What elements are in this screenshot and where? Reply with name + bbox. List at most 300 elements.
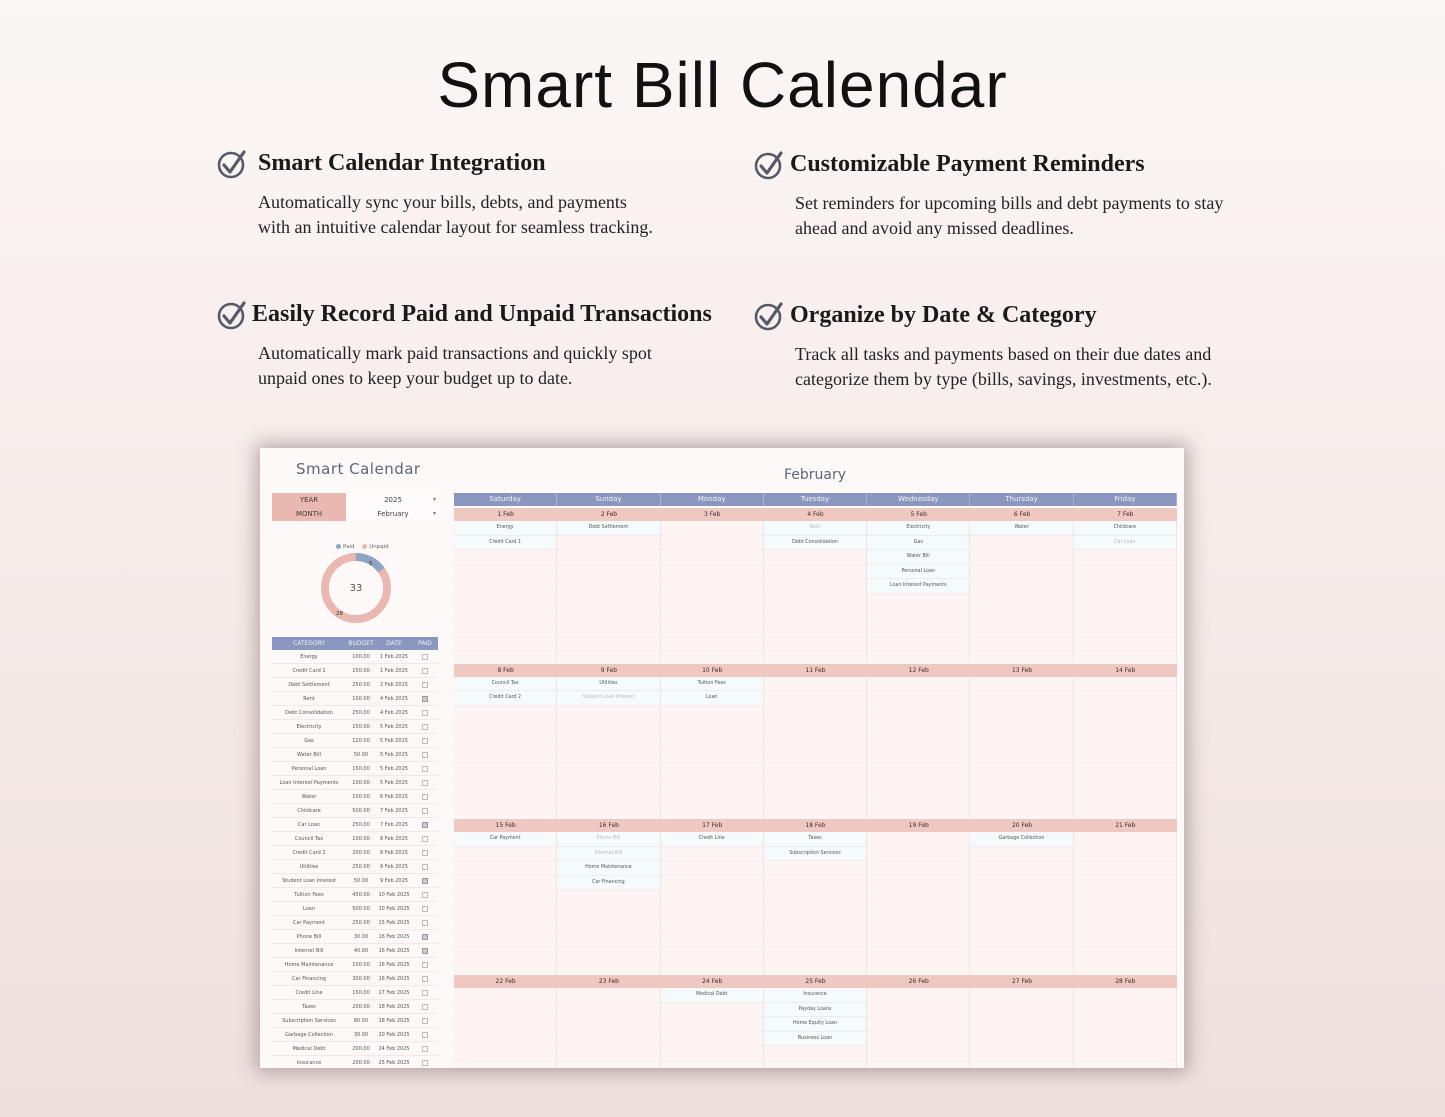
bill-entry[interactable]: Internet Bill: [557, 847, 659, 862]
paid-checkbox[interactable]: [422, 752, 428, 758]
date-cell: 10 Feb 2025: [378, 892, 410, 898]
feature-title: Customizable Payment Reminders: [790, 151, 1145, 177]
month-title: February: [783, 467, 847, 483]
category-cell: Medical Debt: [292, 1046, 326, 1052]
table-row: [272, 986, 438, 1000]
category-cell: Water Bill: [297, 752, 321, 758]
day-date: 23 Feb: [598, 978, 619, 986]
category-cell: Home Maintenance: [284, 962, 334, 968]
weekday-label: Thursday: [970, 493, 1073, 506]
calendar-week: [454, 975, 1177, 1068]
bill-entry[interactable]: Utilities: [557, 677, 659, 692]
day-date: 18 Feb: [805, 822, 826, 830]
column-header: BUDGET: [348, 640, 374, 647]
weekday-label: Tuesday: [764, 493, 867, 506]
day-cell[interactable]: [454, 521, 557, 663]
table-row: [272, 832, 438, 846]
date-cell: 18 Feb 2025: [378, 1004, 410, 1010]
bill-entry[interactable]: Council Tax: [454, 677, 556, 692]
day-cell[interactable]: [661, 832, 764, 974]
paid-cell: [412, 734, 438, 747]
day-date: 19 Feb: [908, 822, 929, 830]
bill-entry[interactable]: Credit Card 1: [454, 536, 556, 551]
paid-checkbox[interactable]: [422, 780, 428, 786]
date-cell: 5 Feb 2025: [380, 752, 408, 758]
table-row: [272, 902, 438, 916]
date-cell: 2 Feb 2025: [380, 682, 408, 688]
feature-title: Organize by Date & Category: [790, 302, 1097, 328]
day-cell[interactable]: [867, 988, 970, 1068]
day-date: 16 Feb: [598, 822, 619, 830]
day-cell[interactable]: [970, 521, 1073, 663]
paid-cell: [412, 1056, 438, 1068]
bill-entry[interactable]: Credit Card 2: [454, 691, 556, 706]
table-row: [272, 804, 438, 818]
paid-legend-dot: [336, 544, 341, 549]
paid-checkbox[interactable]: [422, 696, 428, 702]
paid-checkbox[interactable]: [422, 1060, 428, 1066]
paid-checkbox[interactable]: [422, 822, 428, 828]
day-date: 21 Feb: [1115, 822, 1136, 830]
year-value[interactable]: [346, 493, 440, 507]
paid-checkbox[interactable]: [422, 1018, 428, 1024]
table-row: [272, 720, 438, 734]
date-cell: 18 Feb 2025: [378, 1018, 410, 1024]
paid-checkbox[interactable]: [422, 654, 428, 660]
category-cell: Credit Line: [295, 990, 323, 996]
unpaid-count: 28: [336, 611, 343, 617]
date-cell: 5 Feb 2025: [380, 738, 408, 744]
paid-cell: [412, 678, 438, 691]
bill-entry[interactable]: Taxes: [764, 832, 866, 847]
month-label: MONTH: [272, 507, 346, 521]
bill-entry[interactable]: Subscription Services: [764, 847, 866, 862]
category-cell: Car Payment: [292, 920, 326, 926]
day-date: 13 Feb: [1011, 666, 1033, 674]
budget-cell: 100.00: [352, 962, 370, 968]
paid-cell: [412, 1028, 438, 1041]
day-cell[interactable]: [557, 677, 660, 819]
month-value[interactable]: [346, 507, 440, 521]
day-cell[interactable]: [867, 521, 970, 663]
date-cell: 6 Feb 2025: [380, 794, 408, 800]
category-cell: Garbage Collection: [285, 1032, 333, 1038]
weekday-label: Monday: [661, 493, 764, 506]
day-cell[interactable]: [454, 988, 557, 1068]
year-value-text: 2025: [384, 496, 402, 504]
paid-cell: [412, 1042, 438, 1055]
table-row: [272, 846, 438, 860]
paid-cell: [412, 846, 438, 859]
paid-checkbox[interactable]: [422, 976, 428, 982]
chevron-down-icon[interactable]: ▾: [432, 496, 436, 503]
bill-entry[interactable]: Electricity: [867, 521, 969, 536]
date-cell: 4 Feb 2025: [380, 696, 408, 702]
day-date: 14 Feb: [1115, 666, 1136, 674]
bill-entry[interactable]: Home Maintenance: [557, 861, 659, 876]
paid-cell: [412, 986, 438, 999]
paid-checkbox[interactable]: [422, 920, 428, 926]
feature-description-line: Automatically mark paid transactions and quickly spot: [258, 343, 652, 363]
day-date: 22 Feb: [495, 978, 516, 986]
paid-checkbox[interactable]: [422, 738, 428, 744]
category-cell: Utilities: [299, 864, 319, 870]
bill-entry[interactable]: Gas: [867, 536, 969, 551]
category-cell: Water: [301, 794, 317, 800]
table-row: [272, 916, 438, 930]
day-date: 25 Feb: [805, 978, 826, 986]
paid-cell: [412, 1014, 438, 1027]
day-cell[interactable]: [1074, 521, 1177, 663]
bill-entry[interactable]: Car Payment: [454, 832, 556, 847]
paid-cell: [412, 664, 438, 677]
category-cell: Rent: [303, 696, 315, 702]
weekday-label: Saturday: [454, 493, 557, 506]
budget-cell: 40.00: [353, 948, 369, 954]
date-row: [454, 819, 1177, 832]
paid-checkbox[interactable]: [422, 934, 428, 940]
bill-entry[interactable]: Home Equity Loan: [764, 1017, 866, 1032]
day-date: 1 Feb: [497, 511, 514, 518]
date-cell: 24 Feb 2025: [378, 1046, 410, 1052]
day-date: 15 Feb: [495, 822, 516, 830]
category-cell: Debt Consolidation: [285, 710, 333, 716]
paid-checkbox[interactable]: [422, 864, 428, 870]
paid-checkbox[interactable]: [422, 836, 428, 842]
paid-cell: [412, 944, 438, 957]
day-cell[interactable]: [661, 677, 764, 819]
day-date: 28 Feb: [1115, 978, 1136, 986]
budget-cell: 300.00: [352, 976, 370, 982]
day-cell[interactable]: [557, 832, 660, 974]
donut-total: 33: [349, 583, 363, 594]
budget-cell: 200.00: [352, 850, 370, 856]
weekday-label: Wednesday: [867, 493, 970, 506]
bill-entry[interactable]: Loan Interest Payments: [867, 579, 969, 594]
day-cell[interactable]: [764, 677, 867, 819]
day-cell[interactable]: [661, 521, 764, 663]
budget-cell: 250.00: [352, 710, 370, 716]
budget-cell: 100.00: [352, 654, 370, 660]
check-circle-icon: [217, 149, 247, 179]
budget-cell: 450.00: [352, 892, 370, 898]
day-date: 5 Feb: [910, 511, 927, 518]
month-value-text: February: [377, 510, 409, 518]
calendar-week: [454, 664, 1177, 819]
category-cell: Insurance: [296, 1060, 322, 1066]
budget-cell: 100.00: [352, 696, 370, 702]
column-header: DATE: [386, 640, 402, 647]
paid-checkbox[interactable]: [422, 766, 428, 772]
day-date: 20 Feb: [1011, 822, 1033, 830]
paid-count: 5: [369, 561, 373, 567]
day-cell[interactable]: [1074, 677, 1177, 819]
category-cell: Childcare: [297, 808, 321, 814]
day-cell[interactable]: [454, 677, 557, 819]
check-circle-icon: [217, 300, 247, 330]
date-cell: 17 Feb 2025: [378, 990, 410, 996]
budget-cell: 500.00: [352, 808, 370, 814]
bill-entry[interactable]: Credit Line: [661, 832, 763, 847]
category-cell: Taxes: [302, 1004, 316, 1010]
bill-entry[interactable]: Rent: [764, 521, 866, 536]
paid-unpaid-donut: [319, 551, 393, 625]
check-circle-icon: [754, 301, 784, 331]
day-cell[interactable]: [970, 832, 1073, 974]
budget-cell: 200.00: [352, 1004, 370, 1010]
table-row: [272, 748, 438, 762]
bill-entry[interactable]: Business Loan: [764, 1032, 866, 1047]
table-row: [272, 1042, 438, 1056]
paid-cell: [412, 818, 438, 831]
page-title: Smart Bill Calendar: [437, 49, 1008, 121]
paid-checkbox[interactable]: [422, 878, 428, 884]
paid-checkbox[interactable]: [422, 794, 428, 800]
day-cell[interactable]: [764, 832, 867, 974]
budget-cell: 150.00: [352, 724, 370, 730]
paid-cell: [412, 720, 438, 733]
category-cell: Phone Bill: [296, 934, 322, 940]
day-cell[interactable]: [970, 677, 1073, 819]
feature-title: Smart Calendar Integration: [258, 150, 546, 176]
table-row: [272, 930, 438, 944]
paid-checkbox[interactable]: [422, 906, 428, 912]
day-cell[interactable]: [1074, 988, 1177, 1068]
budget-cell: 100.00: [352, 836, 370, 842]
date-cell: 16 Feb 2025: [378, 934, 410, 940]
feature-description-line: Track all tasks and payments based on their due dates and: [795, 344, 1212, 364]
calendar-week: [454, 819, 1177, 974]
day-date: 3 Feb: [704, 511, 721, 518]
paid-checkbox[interactable]: [422, 808, 428, 814]
category-cell: Gas: [304, 738, 314, 744]
paid-cell: [412, 692, 438, 705]
category-cell: Tuition Fees: [294, 892, 324, 898]
table-row: [272, 692, 438, 706]
paid-checkbox[interactable]: [422, 710, 428, 716]
paid-checkbox[interactable]: [422, 892, 428, 898]
check-circle-icon: [754, 150, 784, 180]
table-row: [272, 958, 438, 972]
day-cell[interactable]: [557, 521, 660, 663]
bill-entry[interactable]: Loan: [661, 691, 763, 706]
paid-checkbox[interactable]: [422, 948, 428, 954]
day-cell[interactable]: [764, 988, 867, 1068]
bill-entry[interactable]: Debt Settlement: [557, 521, 659, 536]
date-cell: 16 Feb 2025: [378, 962, 410, 968]
paid-cell: [412, 874, 438, 887]
month-selector[interactable]: [272, 507, 440, 521]
legend-paid: Paid: [343, 544, 355, 550]
paid-cell: [412, 776, 438, 789]
bill-entry[interactable]: Garbage Collection: [970, 832, 1072, 847]
date-cell: 15 Feb 2025: [378, 920, 410, 926]
bill-entry[interactable]: Debt Consolidation: [764, 536, 866, 551]
bill-entry[interactable]: Childcare: [1074, 521, 1176, 536]
bill-entry[interactable]: Car Loan: [1074, 536, 1176, 551]
table-row: [272, 762, 438, 776]
date-cell: 4 Feb 2025: [380, 710, 408, 716]
day-cell[interactable]: [970, 988, 1073, 1068]
weekday-label: Friday: [1074, 493, 1177, 506]
date-cell: 9 Feb 2025: [380, 878, 408, 884]
date-cell: 7 Feb 2025: [380, 808, 408, 814]
paid-checkbox[interactable]: [422, 1004, 428, 1010]
day-cell[interactable]: [867, 832, 970, 974]
date-cell: 10 Feb 2025: [378, 906, 410, 912]
budget-cell: 50.00: [353, 752, 369, 758]
category-cell: Credit Card 2: [292, 850, 326, 856]
date-cell: 9 Feb 2025: [380, 864, 408, 870]
category-cell: Car Loan: [297, 822, 321, 828]
day-date: 2 Feb: [600, 511, 618, 518]
table-row: [272, 972, 438, 986]
bill-entry[interactable]: Personal Loan: [867, 565, 969, 580]
paid-checkbox[interactable]: [422, 668, 428, 674]
table-row: [272, 678, 438, 692]
budget-cell: 200.00: [352, 1046, 370, 1052]
paid-cell: [412, 958, 438, 971]
budget-cell: 150.00: [352, 990, 370, 996]
feature-description-line: categorize them by type (bills, savings, investments, etc.).: [795, 369, 1212, 389]
budget-cell: 500.00: [352, 906, 370, 912]
calendar-grid: [454, 493, 1177, 1041]
table-row: [272, 888, 438, 902]
bill-entry[interactable]: Water: [970, 521, 1072, 536]
table-row: [272, 818, 438, 832]
budget-cell: 120.00: [352, 738, 370, 744]
paid-cell: [412, 762, 438, 775]
budget-cell: 150.00: [352, 668, 370, 674]
paid-checkbox[interactable]: [422, 850, 428, 856]
table-row: [272, 1000, 438, 1014]
category-cell: Credit Card 1: [292, 668, 326, 674]
category-cell: Energy: [300, 654, 318, 660]
paid-cell: [412, 650, 438, 663]
budget-cell: 250.00: [352, 822, 370, 828]
date-cell: 1 Feb 2025: [380, 668, 408, 674]
day-date: 27 Feb: [1011, 978, 1033, 986]
table-row: [272, 650, 438, 664]
day-cell[interactable]: [557, 988, 660, 1068]
day-cell[interactable]: [454, 832, 557, 974]
unpaid-legend-dot: [362, 544, 367, 549]
bill-entry[interactable]: Water Bill: [867, 550, 969, 565]
date-cell: 16 Feb 2025: [378, 948, 410, 954]
paid-checkbox[interactable]: [422, 1046, 428, 1052]
feature-description-line: unpaid ones to keep your budget up to date.: [258, 368, 573, 388]
column-header: PAID: [418, 640, 432, 647]
feature-description-line: Set reminders for upcoming bills and debt payments to stay: [795, 193, 1224, 213]
budget-cell: 100.00: [352, 780, 370, 786]
date-cell: 8 Feb 2025: [380, 836, 408, 842]
day-date: 4 Feb: [807, 511, 824, 518]
day-date: 9 Feb: [600, 666, 618, 674]
date-row: [454, 508, 1177, 521]
category-cell: Subscription Services: [282, 1018, 336, 1024]
bill-entry[interactable]: Medical Debt: [661, 988, 763, 1003]
budget-cell: 50.00: [353, 878, 369, 884]
day-date: 7 Feb: [1117, 511, 1134, 518]
donut-legend: [330, 544, 389, 550]
category-cell: Debt Settlement: [288, 682, 330, 688]
paid-cell: [412, 916, 438, 929]
date-cell: 5 Feb 2025: [380, 780, 408, 786]
paid-cell: [412, 860, 438, 873]
table-row: [272, 944, 438, 958]
bills-table: [272, 637, 438, 1068]
day-cell[interactable]: [764, 521, 867, 663]
bill-entry[interactable]: Payday Loans: [764, 1003, 866, 1018]
bill-entry[interactable]: Energy: [454, 521, 556, 536]
date-cell: 20 Feb 2025: [378, 1032, 410, 1038]
bill-entry[interactable]: Car Financing: [557, 876, 659, 891]
day-date: 6 Feb: [1013, 511, 1031, 518]
budget-cell: 250.00: [352, 920, 370, 926]
bill-entry[interactable]: Insurance: [764, 988, 866, 1003]
day-cell[interactable]: [1074, 832, 1177, 974]
bill-entry[interactable]: Phone Bill: [557, 832, 659, 847]
year-selector[interactable]: [272, 493, 440, 507]
date-cell: 16 Feb 2025: [378, 976, 410, 982]
table-row: [272, 860, 438, 874]
paid-checkbox[interactable]: [422, 1032, 428, 1038]
paid-checkbox[interactable]: [422, 724, 428, 730]
paid-cell: [412, 972, 438, 985]
year-label: YEAR: [272, 493, 346, 507]
date-cell: 5 Feb 2025: [380, 724, 408, 730]
weekday-header: [454, 493, 1177, 506]
bill-entry[interactable]: Student Loan Interest: [557, 691, 659, 706]
paid-checkbox[interactable]: [422, 990, 428, 996]
day-date: 17 Feb: [702, 822, 723, 830]
day-cell[interactable]: [867, 677, 970, 819]
category-cell: Internet Bill: [294, 948, 324, 954]
table-row: [272, 706, 438, 720]
date-cell: 8 Feb 2025: [380, 850, 408, 856]
table-row: [272, 1056, 438, 1068]
budget-cell: 30.00: [353, 934, 369, 940]
table-row: [272, 776, 438, 790]
date-row: [454, 664, 1177, 677]
date-cell: 7 Feb 2025: [380, 822, 408, 828]
budget-cell: 250.00: [352, 864, 370, 870]
day-date: 26 Feb: [908, 978, 929, 986]
chevron-down-icon[interactable]: ▾: [432, 510, 436, 517]
bill-entry[interactable]: Tuition Fees: [661, 677, 763, 692]
budget-cell: 30.00: [353, 1032, 369, 1038]
budget-cell: 200.00: [352, 1060, 370, 1066]
paid-cell: [412, 832, 438, 845]
paid-cell: [412, 1000, 438, 1013]
date-cell: 25 Feb 2025: [378, 1060, 410, 1066]
feature-description-line: ahead and avoid any missed deadlines.: [795, 218, 1074, 238]
paid-cell: [412, 888, 438, 901]
paid-cell: [412, 804, 438, 817]
app-title: Smart Calendar: [296, 460, 421, 478]
budget-cell: 150.00: [352, 766, 370, 772]
paid-checkbox[interactable]: [422, 962, 428, 968]
day-cell[interactable]: [661, 988, 764, 1068]
weekday-label: Sunday: [557, 493, 660, 506]
table-row: [272, 790, 438, 804]
category-cell: Loan: [303, 906, 315, 912]
paid-checkbox[interactable]: [422, 682, 428, 688]
paid-cell: [412, 902, 438, 915]
paid-cell: [412, 706, 438, 719]
table-row: [272, 664, 438, 678]
budget-cell: 100.00: [352, 794, 370, 800]
